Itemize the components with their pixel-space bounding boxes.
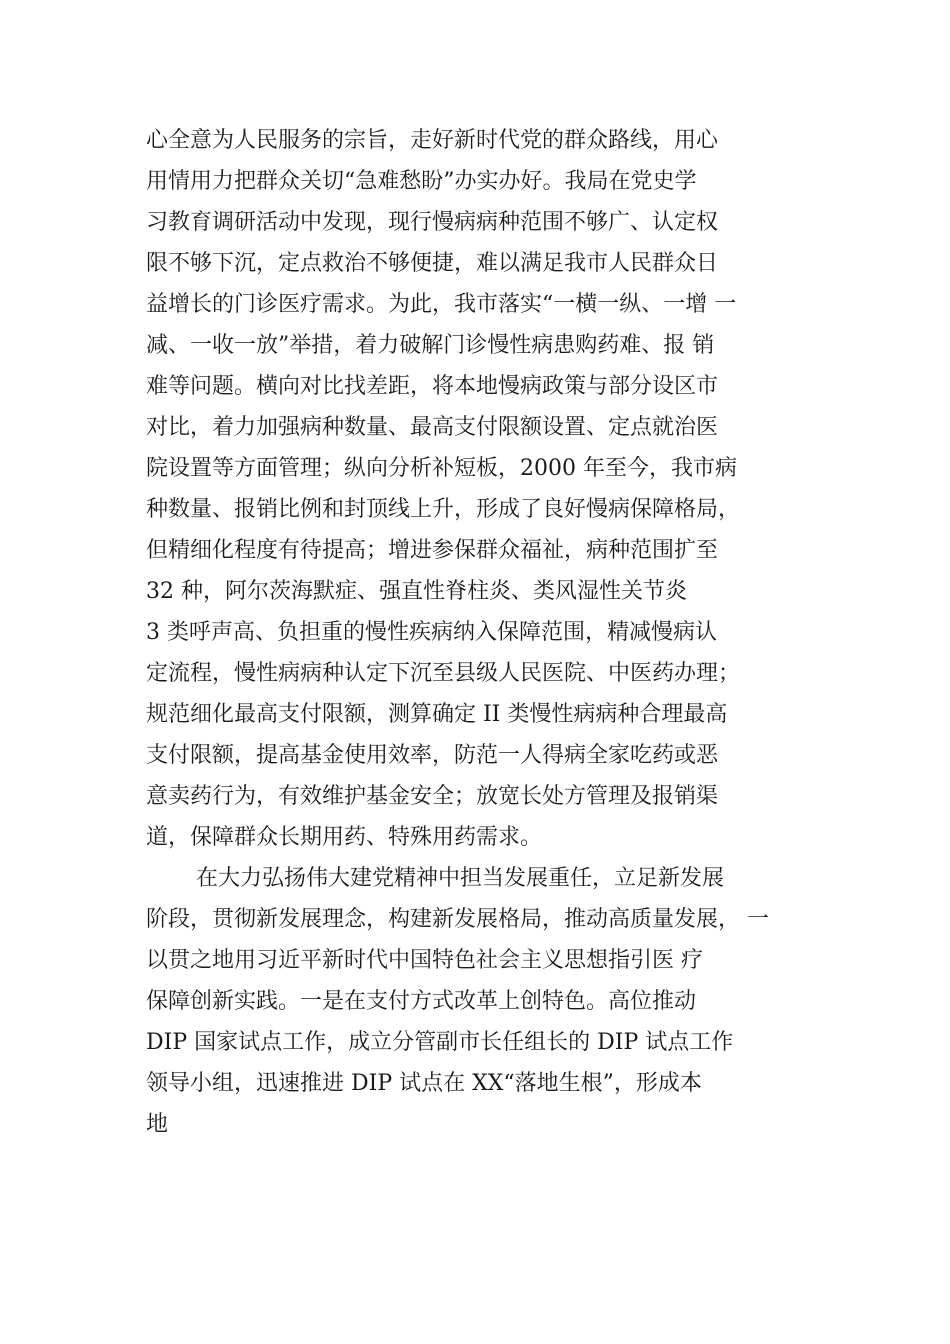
text-line: DIP 国家试点工作，成立分管副市长任组长的 DIP 试点工作 bbox=[146, 1030, 734, 1055]
text-line: 习教育调研活动中发现，现行慢病病种范围不够广、认定权 bbox=[146, 210, 719, 235]
text-line: 32 种，阿尔茨海默症、强直性脊柱炎、类风湿性关节炎 bbox=[146, 579, 687, 604]
text-line: 道，保障群众长期用药、特殊用药需求。 bbox=[146, 825, 543, 850]
text-line: 减、一收一放”举措，着力破解门诊慢性病患购药难、报 销 bbox=[146, 333, 715, 358]
text-line: 支付限额，提高基金使用效率，防范一人得病全家吃药或恶 bbox=[146, 743, 719, 768]
text-line: 领导小组，迅速推进 DIP 试点在 XX“落地生根”，形成本 bbox=[146, 1071, 702, 1096]
text-line: 阶段，贯彻新发展理念，构建新发展格局，推动高质量发展， 一 bbox=[146, 907, 769, 932]
text-line: 心全意为人民服务的宗旨，走好新时代党的群众路线，用心 bbox=[146, 128, 719, 153]
paragraph-2 bbox=[146, 858, 816, 1145]
text-line: 3 类呼声高、负担重的慢性疾病纳入保障范围，精减慢病认 bbox=[146, 620, 717, 645]
text-line: 意卖药行为，有效维护基金安全；放宽长处方管理及报销渠 bbox=[146, 784, 719, 809]
text-line: 保障创新实践。一是在支付方式改革上创特色。高位推动 bbox=[146, 989, 697, 1014]
text-line: 限不够下沉，定点救治不够便捷，难以满足我市人民群众日 bbox=[146, 251, 719, 276]
text-line: 但精细化程度有待提高；增进参保群众福祉，病种范围扩至 bbox=[146, 538, 719, 563]
text-line: 在大力弘扬伟大建党精神中担当发展重任，立足新发展 bbox=[196, 866, 725, 891]
body-text bbox=[146, 120, 816, 1145]
paragraph-1 bbox=[146, 120, 816, 858]
text-line: 益增长的门诊医疗需求。为此，我市落实“一横一纵、一增 一 bbox=[146, 292, 737, 317]
text-line: 定流程，慢性病病种认定下沉至县级人民医院、中医药办理； bbox=[146, 661, 741, 686]
text-line: 难等问题。横向对比找差距，将本地慢病政策与部分设区市 bbox=[146, 374, 719, 399]
text-line: 以贯之地用习近平新时代中国特色社会主义思想指引医 疗 bbox=[146, 948, 703, 973]
text-line: 规范细化最高支付限额，测算确定 II 类慢性病病种合理最高 bbox=[146, 702, 728, 727]
text-line: 用情用力把群众关切“急难愁盼”办实办好。我局在党史学 bbox=[146, 169, 697, 194]
text-line: 院设置等方面管理；纵向分析补短板，2000 年至今，我市病 bbox=[146, 456, 737, 481]
text-line: 对比，着力加强病种数量、最高支付限额设置、定点就治医 bbox=[146, 415, 719, 440]
text-line: 地 bbox=[146, 1112, 169, 1137]
text-line: 种数量、报销比例和封顶线上升，形成了良好慢病保障格局， bbox=[146, 497, 741, 522]
